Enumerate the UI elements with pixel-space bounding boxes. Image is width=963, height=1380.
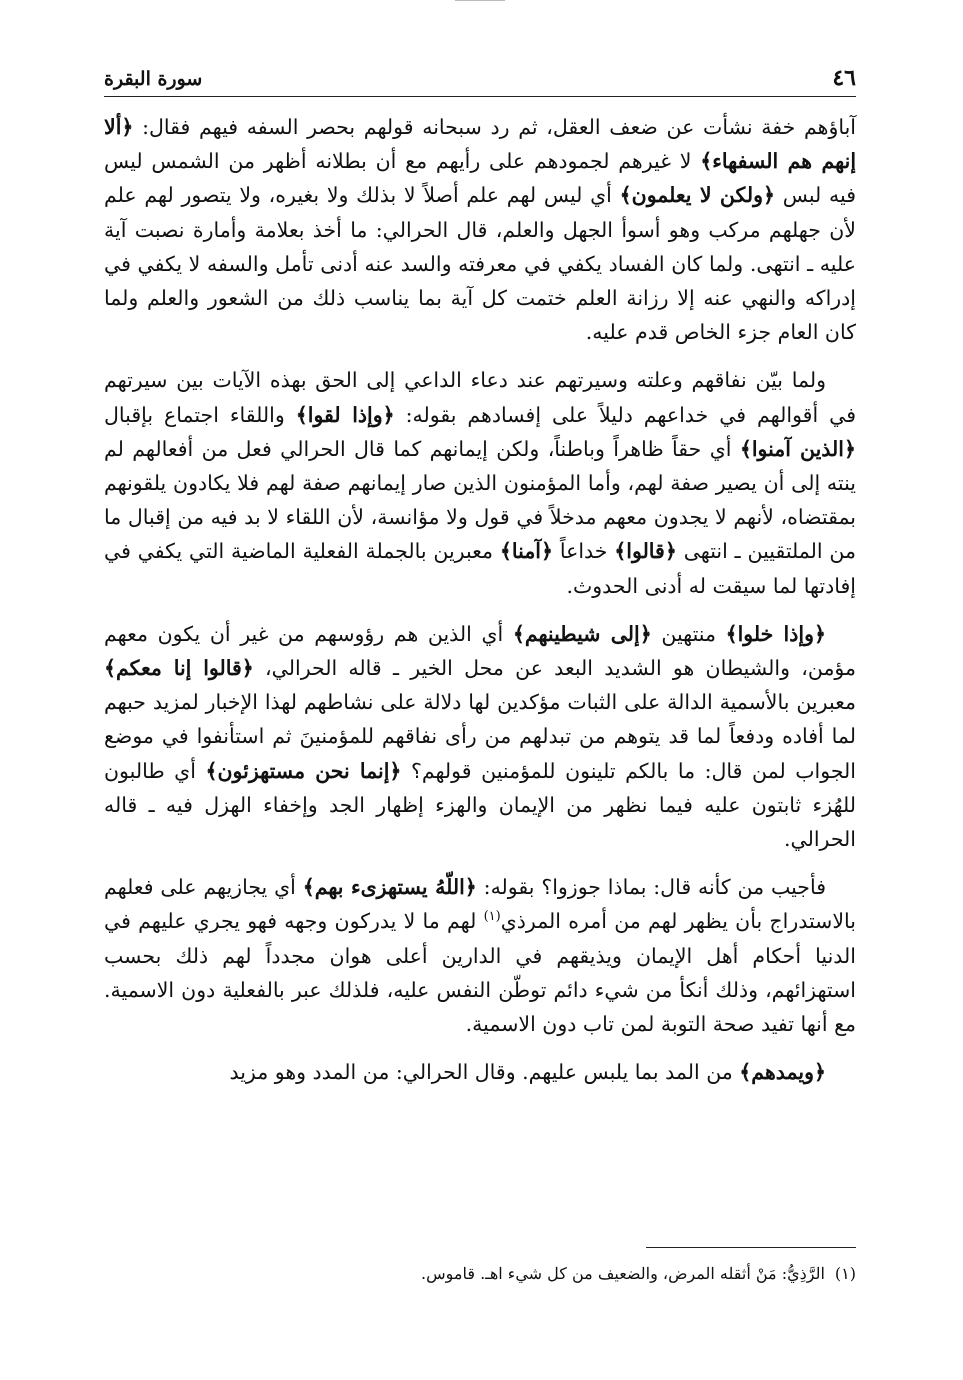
page-number: ٤٦ [832,65,856,91]
footnote [104,1262,856,1286]
quran-verse-quote: ﴿اللّهُ يستهزىء بهم﴾ [302,875,477,900]
quran-verse-quote: ﴿ويمدهم﴾ [739,1060,826,1085]
body-text [104,110,856,1089]
commentary-text: معبرين بالجملة الفعلية الماضية التي يكفي في إفادتها لما سيقت له أدنى الحدوث. [104,539,856,598]
quran-verse-quote: ﴿وإذا لقوا﴾ [295,402,395,427]
quran-verse-quote: ﴿قالوا إنا معكم﴾ [104,656,254,681]
commentary-text: أي يجازيهم على فعلهم بالاستدراج بأن يظهر لهم من أمره المرذي [104,875,856,934]
quran-verse-quote: ﴿قالوا﴾ [614,539,677,564]
paragraph [104,1055,856,1089]
commentary-text: خداعاً [553,539,615,564]
commentary-text: فأجيب من كأنه قال: بماذا جوزوا؟ بقوله: [476,875,826,900]
top-crop-mark [455,0,505,3]
paragraph [104,870,856,1041]
commentary-text: ولما بيّن نفاقهم وعلته وسيرتهم عند دعاء الداعي إلى الحق بهذه الآيات بين سيرتهم في أقوالهم في خداعهم دليلاً على إفسادهم بقوله: [104,368,857,427]
quran-verse-quote: ﴿ولكن لا يعلمون﴾ [619,183,775,208]
footnote-reference: (١) [483,909,501,925]
commentary-text: آباؤهم خفة نشأت عن ضعف العقل، ثم رد سبحانه قولهم بحصر السفه فيهم فقال: [133,115,856,139]
commentary-text: لهم ما لا يدركون وجهه فهو يجري عليهم في الدنيا أحكام أهل الإيمان ويذيقهم في الدارين أعلى هوان مجدداً لهم ذلك بحسب استهزائهم، وذلك أنكأ من شيء دائم توطّن النفس عليه، فلذلك عبر بالفعلية دون الاسمية. مع أنها تفيد صحة التوبة لمن تاب دون الاسمية. [104,909,856,1037]
commentary-text: أي الذين هم رؤوسهم من غير أن يكون معهم مؤمن، والشيطان هو الشديد البعد عن محل الخير ـ قاله الحرالي، [104,621,856,681]
paragraph [104,617,856,856]
running-header [104,60,856,97]
surah-name: سورة البقرة [104,68,203,90]
commentary-text: من المد بما يلبس عليهم. وقال الحرالي: من المدد وهو مزيد [229,1060,740,1085]
paragraph [104,363,856,602]
quran-verse-quote: ﴿وإذا خلوا﴾ [725,621,826,646]
quran-verse-quote: ﴿إنما نحن مستهزئون﴾ [205,758,402,783]
commentary-text: أي طالبون للهُزء ثابتون عليه فيما نظهر من الإيمان والهزء إظهار الجد وإخفاء الهزل فيه ـ قاله الحرالي. [104,758,856,852]
quran-verse-quote: ﴿ألا إنهم هم السفهاء﴾ [104,115,857,174]
quran-verse-quote: ﴿آمنا﴾ [499,539,554,564]
quran-verse-quote: ﴿الذين آمنوا﴾ [739,436,856,461]
commentary-text: أي ليس لهم علم أصلاً لا بذلك ولا بغيره، ولا يتصور لهم علم لأن جهلهم مركب وهو أسوأ الجهل والعلم، قال الحرالي: ما أخذ بعلامة وأمارة نصبت آية عليه ـ انتهى. ولما كان الفساد يكفي في معرفته والسد عنه أدنى تأمل والسفه لا يكفي في إدراكه والنهي عنه إلا رزانة العلم ختمت كل آية بما يناسب ذلك من الشعور والعلم ولما كان العام جزء الخاص قدم عليه. [104,183,856,345]
commentary-text: واللقاء اجتماع بإقبال [104,402,296,427]
footnote-text: الرَّذِيُّ: مَنْ أثقله المرض، والضعيف من كل شيء اهـ. قاموس. [421,1264,825,1283]
paragraph [104,110,856,349]
commentary-text: معبرين بالأسمية الدالة على الثبات مؤكدين لها دلالة على نشاطهم لهذا الإخبار لمزيد حبهم لما أفاده ودفعاً لما قد يتوهم من تبدلهم من رأى نفاقهم للمؤمنينَ ثم استأنفوا في موضع الجواب لمن قال: ما بالكم تلينون للمؤمنين قولهم؟ [104,690,856,783]
commentary-text: منتهين [651,621,726,646]
commentary-text: لا غيرهم لجمودهم على رأيهم مع أن بطلانه أظهر من الشمس ليس فيه لبس [104,149,857,208]
footnote-number: (١) [834,1264,856,1283]
quran-verse-quote: ﴿إلى شيطينهم﴾ [512,621,652,646]
commentary-text: أي حقاً ظاهراً وباطناً، ولكن إيمانهم كما قال الحرالي فعل من أفعالهم لم ينته إلى أن يصير صفة لهم، وأما المؤمنون الذين صار إيمانهم صفة لهم فلا يكادون يلقونهم بمقتضاه، لأنهم لا يجدون معهم مدخلاً في قول ولا مؤانسة، لأن اللقاء لا بد فيه من إقبال ما من الملتقيين ـ انتهى [104,436,856,564]
